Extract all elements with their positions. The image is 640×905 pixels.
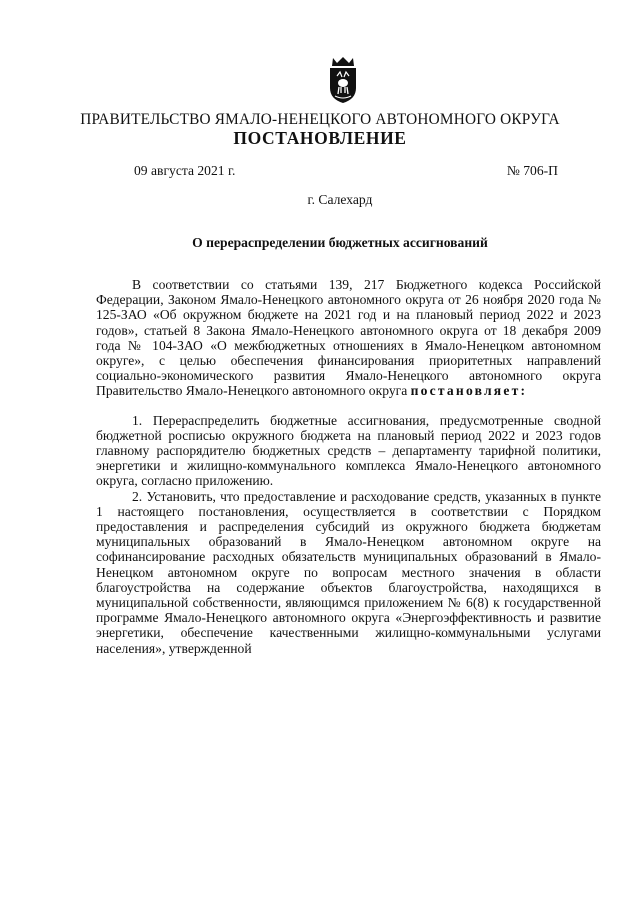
decree-word: постановляет: [410, 383, 528, 399]
preamble-text: В соответствии со статьями 139, 217 Бюджетного кодекса Российской Федерации, Законом Ямало-Ненецкого автономного округа от 26 ноября 2020 года № 125-ЗАО «Об окружном бюджете на 2021 год и на плановый период 2022 и 2023 годов», статьей 8 Закона Ямало-Ненецкого автономного округа от 18 декабря 2009 года № 104-ЗАО «О межбюджетных отношениях в Ямало-Ненецком автономном округе», с целью обеспечения финансирования приоритетных направлений социально-экономического развития Ямало-Ненецкого автономного округа Правительство Ямало-Ненецкого автономного округа [96, 277, 601, 399]
document-type: ПОСТАНОВЛЕНИЕ [233, 128, 407, 148]
coat-of-arms-emblem [327, 56, 359, 104]
item-paragraph-1: 1. Перераспределить бюджетные ассигнования, предусмотренные сводной бюджетной росписью окружного бюджета на плановый период 2022 и 2023 годов главному распорядителю бюджетных средств – департаменту тарифной политики, энергетики и жилищно-коммунального комплекса Ямало-Ненецкого автономного округа, согласно приложению. [96, 412, 601, 489]
paragraph-gap [96, 399, 601, 413]
document-body [96, 277, 601, 656]
government-name: ПРАВИТЕЛЬСТВО ЯМАЛО-НЕНЕЦКОГО АВТОНОМНОГО ОКРУГА [80, 111, 560, 128]
document-date: 09 августа 2021 г. [134, 163, 236, 178]
item-paragraph-2: 2. Установить, что предоставление и расходование средств, указанных в пункте 1 настоящего постановления, осуществляется в соответствии с Порядком предоставления и распределения субсидий из окружного бюджета бюджетам муниципальных образований в Ямало-Ненецком автономном округе на софинансирование расходных обязательств муниципальных образований в Ямало-Ненецком автономном округе по вопросам местного значения в области благоустройства на содержание объектов благоустройства, находящихся в муниципальной собственности, являющимся приложением № 6(8) к государственной программе Ямало-Ненецкого автономного округа «Энергоэффективность и развитие энергетики, обеспечение качественными жилищно-коммунальными услугами населения», утвержденной [96, 488, 601, 656]
document-title: О перераспределении бюджетных ассигнований [192, 235, 488, 250]
preamble-paragraph [96, 277, 601, 399]
document-number: № 706-П [506, 163, 558, 178]
document-city: г. Салехард [307, 192, 373, 207]
